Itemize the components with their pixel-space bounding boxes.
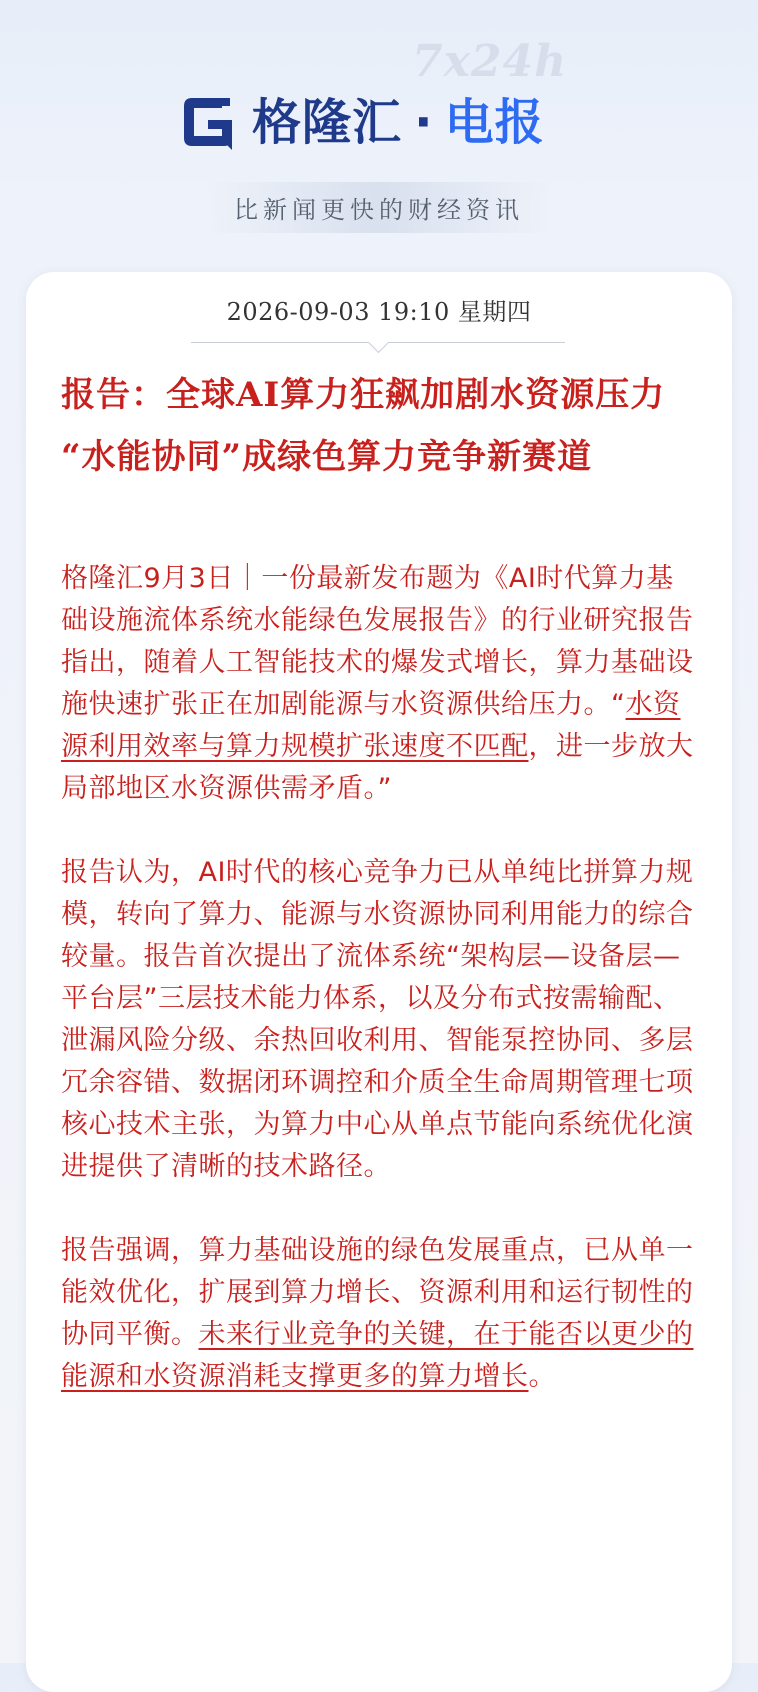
brand-name: 格隆汇 — [252, 93, 403, 151]
brand-separator: · — [414, 93, 433, 151]
paragraph-1-underlined-quote: 水资源利用效率与算力规模扩张速度不匹配 — [61, 689, 681, 762]
publish-datetime: 2026-09-03 19:10 星期四 — [226, 298, 532, 326]
brand-logo — [178, 88, 545, 156]
paragraph-3-text-end: 。 — [528, 1361, 556, 1392]
gelonghui-logo-icon — [178, 92, 238, 152]
datetime-row — [26, 292, 732, 327]
article-title: 报告：全球AI算力狂飙加剧水资源压力 “水能协同”成绿色算力竞争新赛道 — [61, 375, 666, 477]
paragraph-3-text: 报告强调，算力基础设施的绿色发展重点，已从单一能效优化，扩展到算力增长、资源利用和运行韧性的协同平衡。 — [61, 1235, 694, 1350]
header — [0, 0, 758, 270]
brand-accent: 电报 — [444, 93, 545, 151]
watermark-7x24h: 7x24h — [412, 36, 568, 87]
paragraph-1-text: 格隆汇9月3日｜一份最新发布题为《AI时代算力基础设施流体系统水能绿色发展报告》的行业研究报告指出，随着人工智能技术的爆发式增长，算力基础设施快速扩张正在加剧能源与水资源供给压力。“ — [61, 563, 694, 720]
paragraph-1 — [61, 558, 701, 810]
tagline-container — [0, 182, 758, 233]
divider-notch — [368, 332, 389, 353]
news-card — [26, 272, 732, 1692]
paragraph-3-underlined-emphasis: 未来行业竞争的关键，在于能否以更少的能源和水资源消耗支撑更多的算力增长 — [61, 1319, 694, 1392]
paragraph-1-text-end: ，进一步放大局部地区水资源供需矛盾。” — [61, 731, 694, 804]
article-body — [61, 558, 701, 1440]
paragraph-2: 报告认为，AI时代的核心竞争力已从单纯比拼算力规模，转向了算力、能源与水资源协同利用能力的综合较量。报告首次提出了流体系统“架构层—设备层—平台层”三层技术能力体系，以及分布式按需输配、泄漏风险分级、余热回收利用、智能泵控协同、多层冗余容错、数据闭环调控和介质全生命周期管理七项核心技术主张，为算力中心从单点节能向系统优化演进提供了清晰的技术路径。 — [61, 857, 694, 1182]
tagline: 比新闻更快的财经资讯 — [206, 182, 552, 233]
paragraph-3 — [61, 1230, 701, 1398]
